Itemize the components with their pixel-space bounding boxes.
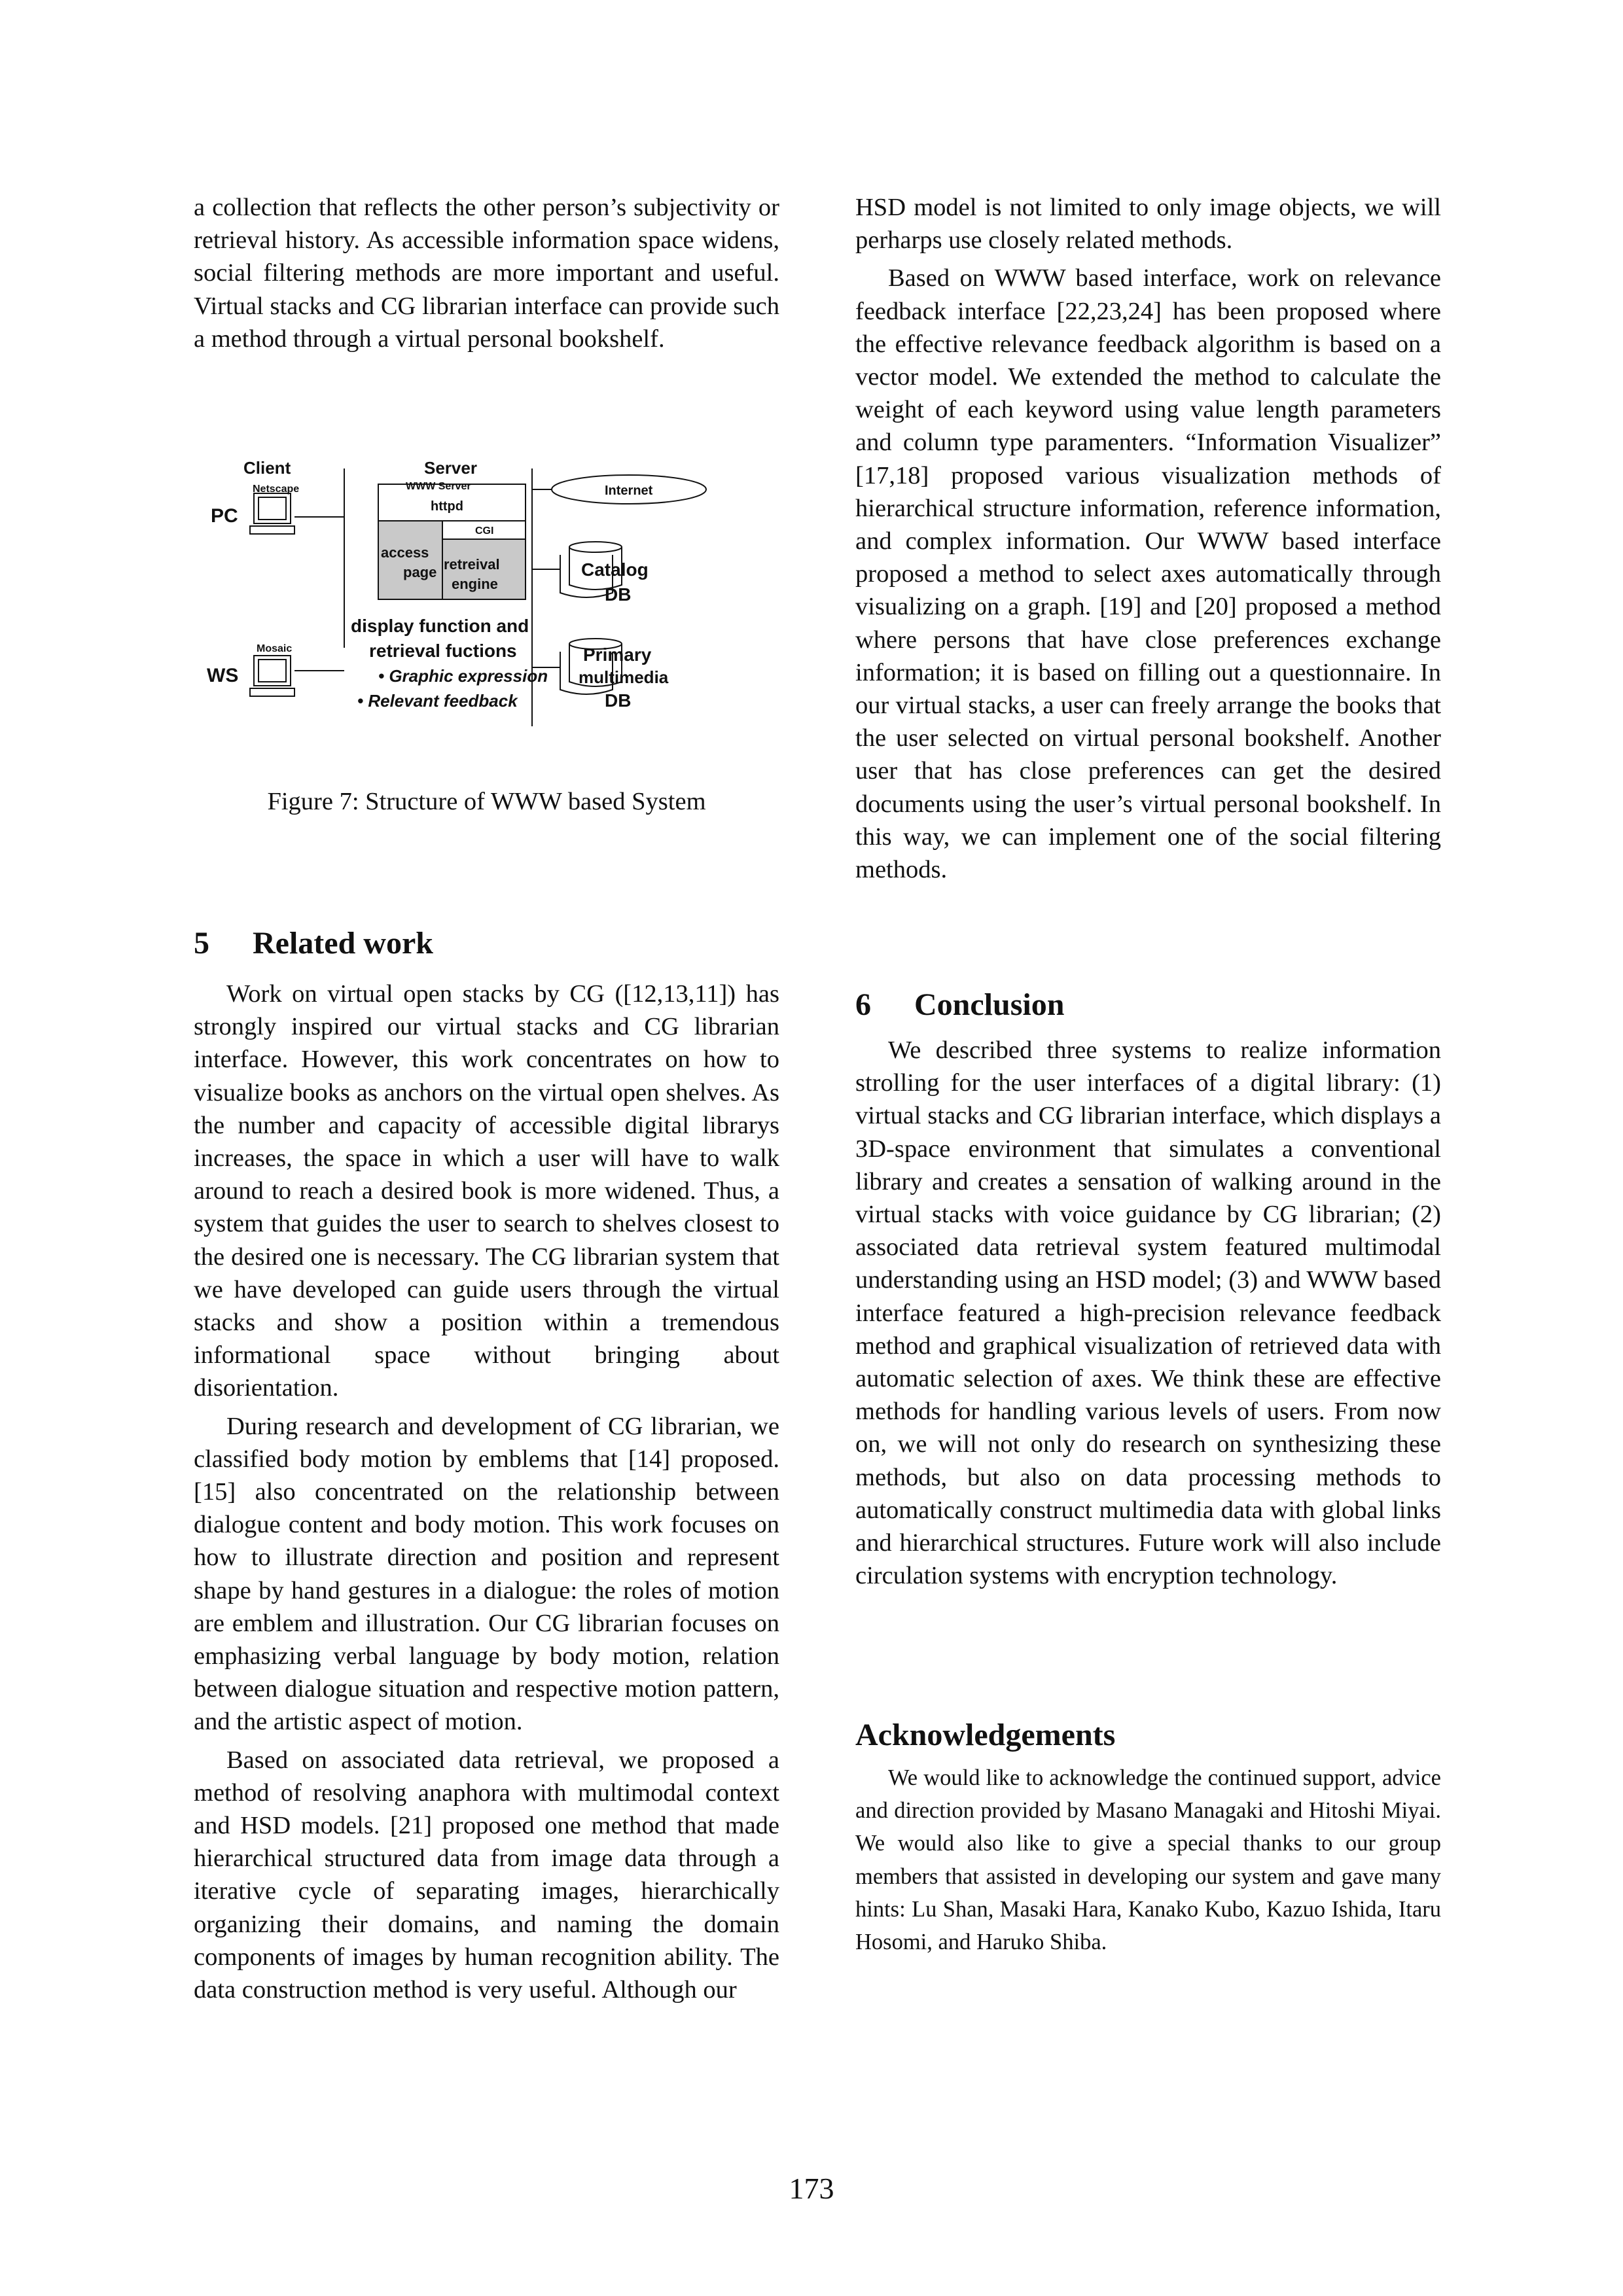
system-structure-diagram: [194, 451, 779, 766]
label-ws: WS: [207, 665, 239, 686]
label-multimedia: multimedia: [579, 667, 669, 687]
label-page: page: [403, 564, 437, 580]
section-5-heading: [194, 924, 779, 963]
right-paragraph-1: HSD model is not limited to only image objects, we will perharps use closely related methods.: [855, 194, 1441, 255]
section-5-title: Related work: [253, 926, 433, 961]
label-catalog-db: DB: [605, 584, 632, 605]
figure-caption: Figure 7: Structure of WWW based System: [267, 788, 706, 815]
section-6-paragraph: We described three systems to realize information strolling for the user interfaces of a digital library: (1) virtual stacks and CG librarian interface, which displays a 3D-space environment that simulates a conventional library and creates a sensation of walking around in the virtual stacks with voice guidance by CG librarian; (2) associated data retrieval system featured multimodal understanding using an HSD model; (3) and WWW based interface featured a high-precision relevance feedback method and graphical visualization of retrieved data with automatic selection of axes. We think these are effective methods for handling various levels of users. From now on, we will not only do research on synthesizing these methods, but also on data processing methods to automatically construct multimedia data with global links and hierarchical structures. Future work will also include circulation systems with encryption technology.: [855, 1036, 1441, 1590]
section-conclusion: [855, 985, 1441, 1592]
label-primary-db: DB: [605, 690, 632, 711]
label-server: Server: [424, 458, 477, 478]
section-6-title: Conclusion: [914, 987, 1065, 1022]
label-mosaic: Mosaic: [257, 643, 293, 654]
pc-keyboard: [250, 526, 294, 534]
label-internet: Internet: [605, 484, 653, 498]
acknowledgements-paragraph: We would like to acknowledge the continued support, advice and direction provided by Masano Managaki and Hitoshi Miyai. We would also like to give a special thanks to our group members that assisted in developing our system and gave many hints: Lu Shan, Masaki Hara, Kanako Kubo, Kazuo Ishida, Itaru Hosomi, and Haruko Shiba.: [855, 1765, 1441, 1955]
figure-7: [194, 451, 779, 766]
acknowledgements: [855, 1716, 1441, 1958]
label-client: Client: [243, 458, 291, 478]
section-6-heading: [855, 985, 1441, 1025]
intro-paragraph: a collection that reflects the other person’s subjectivity or retrieval history. As accessible information space widens, social filtering methods are more important and useful. Virtual stacks and CG librarian interface can provide such a method through a virtual personal bookshelf.: [194, 194, 779, 353]
section-6-number: 6: [855, 987, 871, 1022]
label-relevant-feedback: • Relevant feedback: [357, 691, 518, 711]
section-5-paragraph-2: During research and development of CG librarian, we classified body motion by emblems that [14] proposed. [15] also concentrated on the relationship between dialogue content and body motion. This work focuses on how to illustrate direction and position and represent shape by hand gestures in a dialogue: the roles of motion are emblem and illustration. Our CG librarian focuses on emphasizing verbal language by body motion, relation between dialogue situation and respective motion pattern, and the artistic aspect of motion.: [194, 1412, 779, 1736]
label-catalog: Catalog: [581, 559, 649, 580]
label-access: access: [381, 544, 429, 561]
section-5-paragraph-1: Work on virtual open stacks by CG ([12,13,11]) has strongly inspired our virtual stacks and CG librarian interface. However, this work concentrates on how to visualize books as anchors on the virtual open shelves. As the number and capacity of accessible digital librarys increases, the space in which a user will have to walk around to reach a desired book is more widened. Thus, a system that guides the user to search to shelves closest to the desired one is necessary. The CG librarian system that we have developed can guide users through the virtual stacks and show a position within a tremendous informational space without bringing about disorientation.: [194, 980, 779, 1402]
label-retrieval-fuctions: retrieval fuctions: [369, 641, 517, 661]
label-retreival: retreival: [444, 556, 500, 573]
section-related-work: [194, 924, 779, 2006]
ws-keyboard: [250, 688, 294, 696]
label-display-function: display function and: [351, 616, 529, 636]
section-5-number: 5: [194, 926, 209, 961]
left-column: [194, 191, 779, 355]
section-5-paragraph-3: Based on associated data retrieval, we proposed a method of resolving anaphora with multimodal context and HSD models. [21] proposed one method that made hierarchical structured data from image data through a iterative cycle of separating images, hierarchically organizing their domains, and naming the domain components of images by human recognition ability. The data construction method is very useful. Although our: [194, 1746, 779, 2004]
label-pc: PC: [211, 505, 238, 527]
label-graphic-expression: • Graphic expression: [378, 666, 548, 686]
label-netscape: Netscape: [253, 484, 300, 495]
right-paragraph-2: Based on WWW based interface, work on relevance feedback interface [22,23,24] has been proposed where the effective relevance feedback algorithm is based on a vector model. We extended the method to calculate the weight of each keyword using value length parameters and column type paramenters. “Information Visualizer” [17,18] proposed various visualization methods of hierarchical structure information, reference information, and complex information. Our WWW based interface proposed a method to select axes automatically through visualizing on a graph. [19] and [20] proposed a method where persons that have close preferences exchange information; it is based on filling out a questionnaire. In our virtual stacks, a user can freely arrange the books that the user selected on virtual personal bookshelf. Another user that has close preferences can get the desired documents using the user’s virtual personal bookshelf. In this way, we can implement one of the social filtering methods.: [855, 264, 1441, 884]
label-engine: engine: [452, 576, 498, 592]
label-primary: Primary: [583, 645, 652, 665]
acknowledgements-heading: Acknowledgements: [855, 1718, 1116, 1752]
label-httpd: httpd: [431, 499, 463, 514]
right-column: [855, 191, 1441, 886]
page-number: 173: [789, 2172, 834, 2205]
label-www-server: WWW Server: [406, 481, 471, 492]
label-cgi: CGI: [475, 525, 494, 537]
